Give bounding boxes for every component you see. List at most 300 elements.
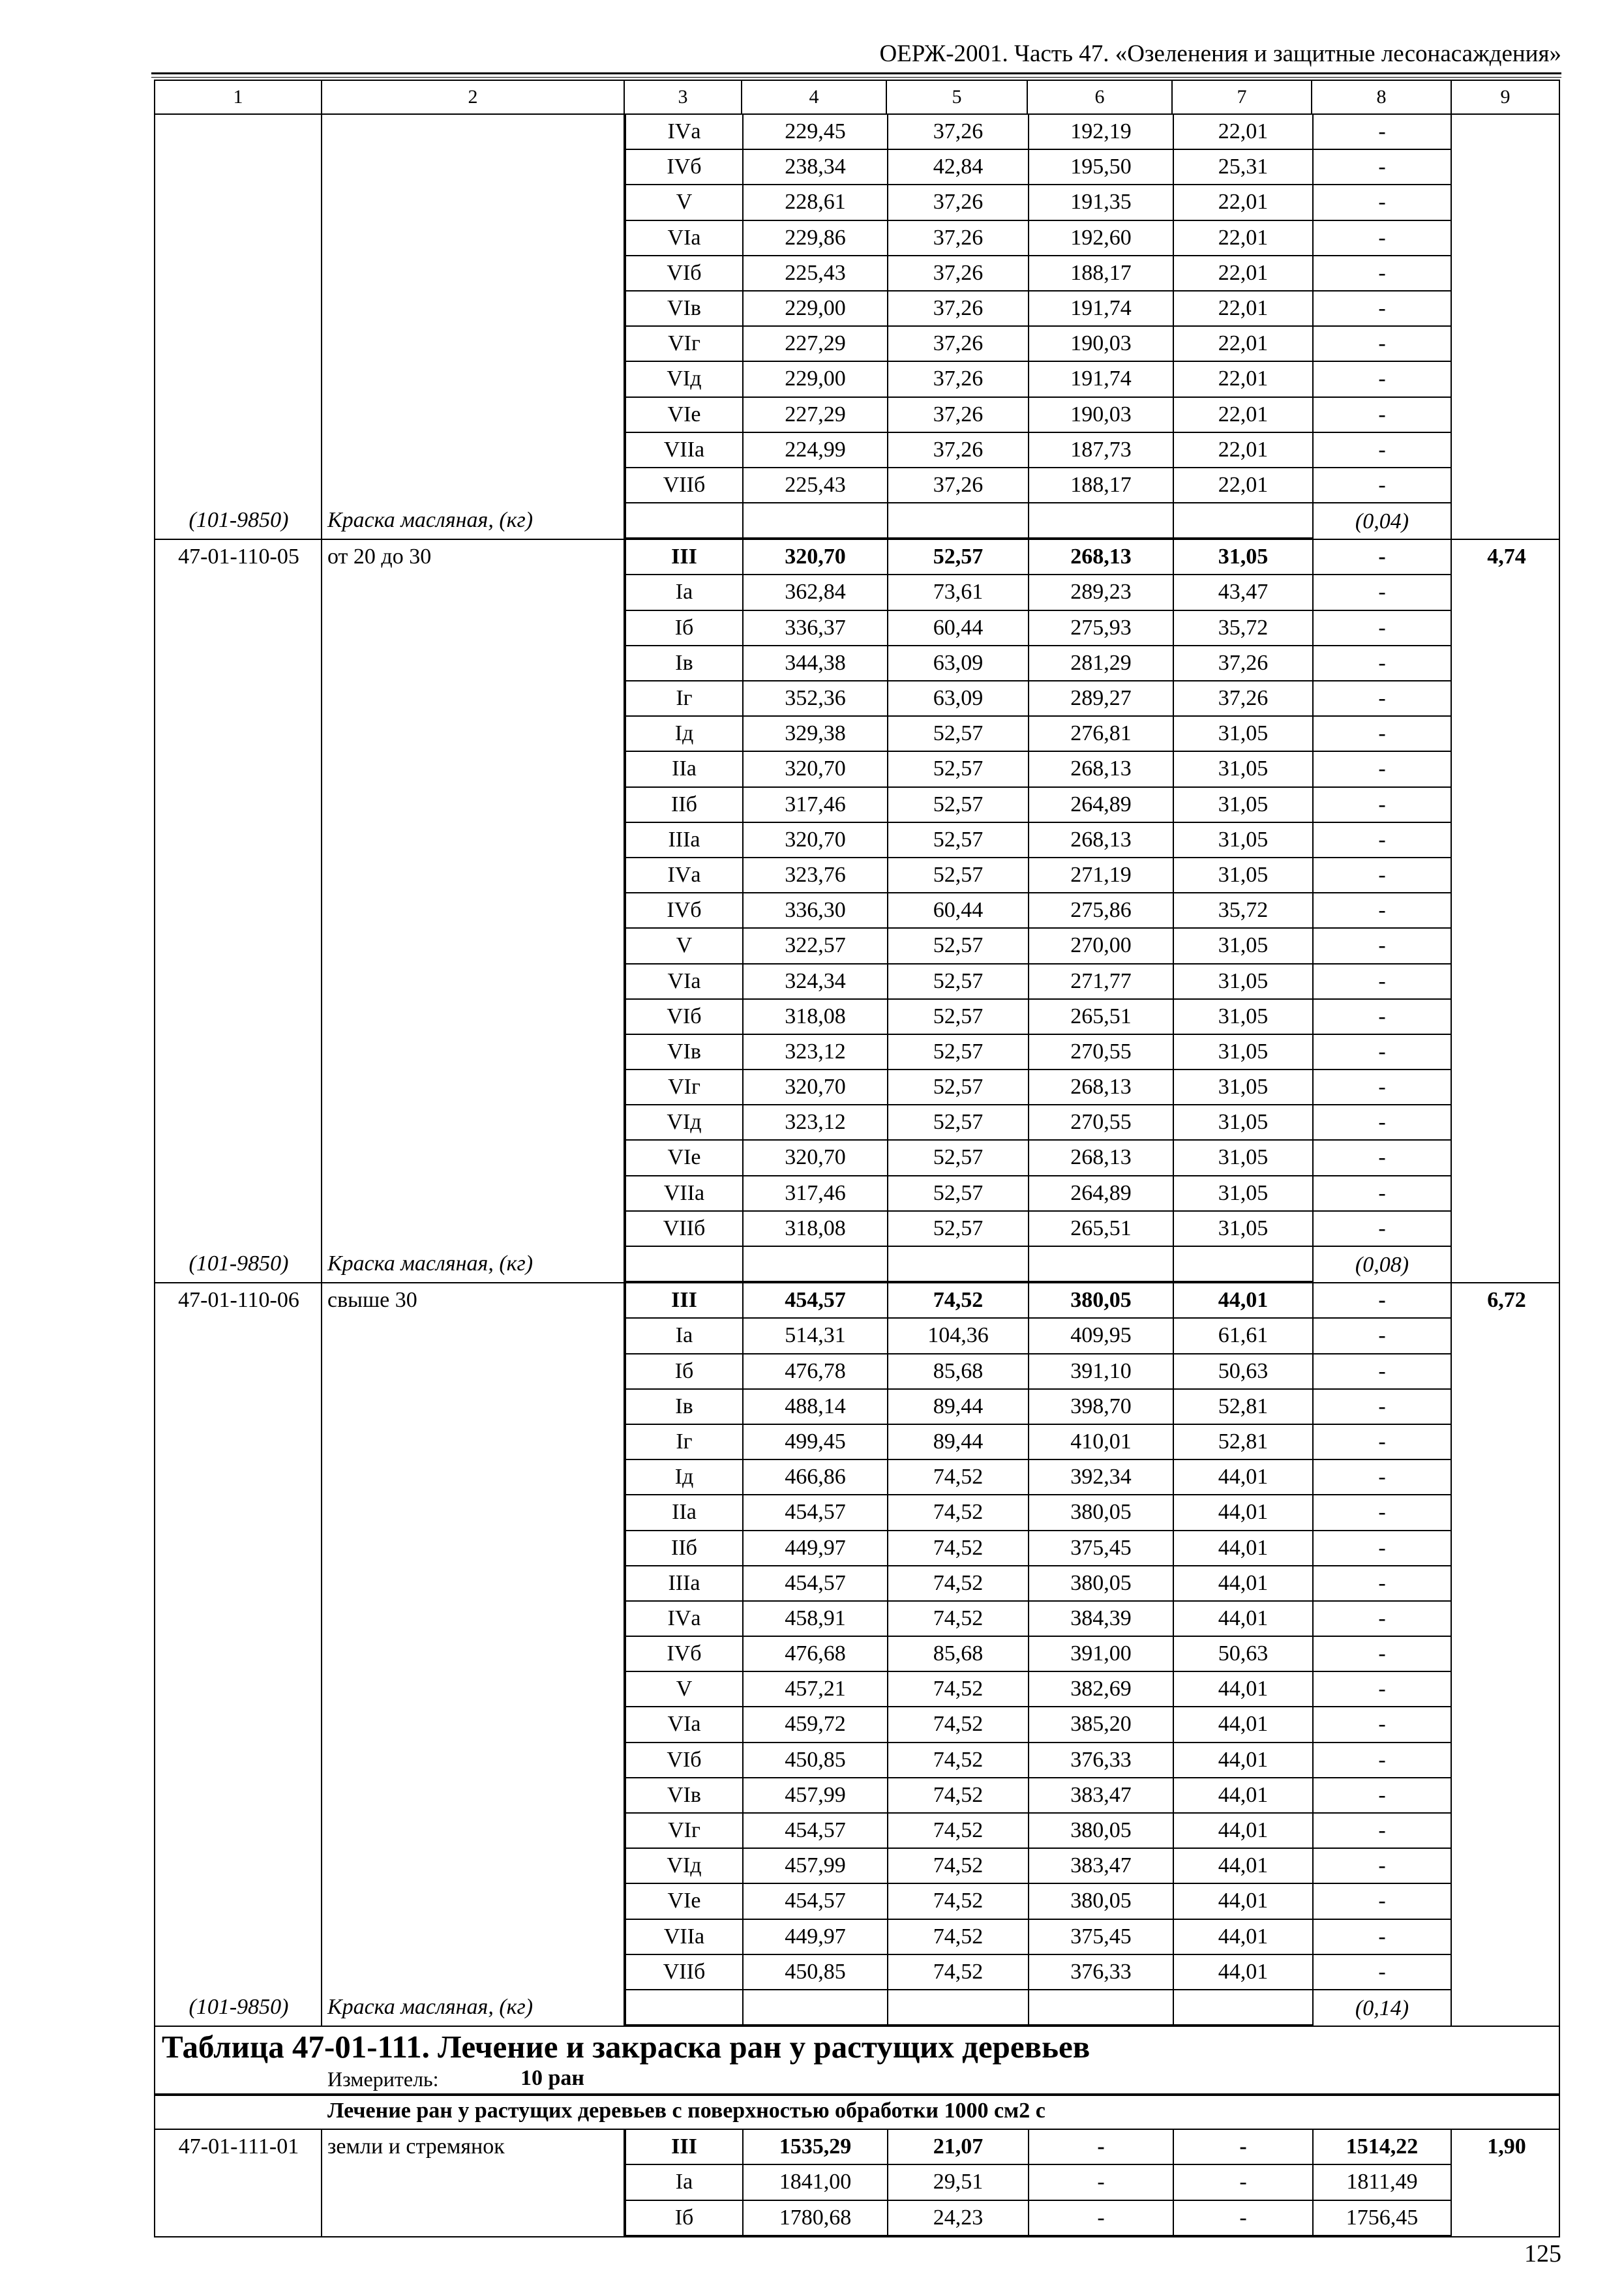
table-row <box>155 1000 1559 1035</box>
wages: 74,52 <box>887 1814 1028 1849</box>
work-description <box>322 115 625 150</box>
machinist-wages: - <box>1173 2201 1312 2236</box>
resource-quantity: (0,04) <box>1312 503 1452 539</box>
machine-cost: 391,00 <box>1028 1637 1173 1672</box>
machine-cost: 270,55 <box>1028 1105 1173 1141</box>
total-cost: 449,97 <box>742 1531 887 1566</box>
region-zone: IIа <box>625 1495 742 1531</box>
machinist-wages: 31,05 <box>1173 1000 1312 1035</box>
materials-cost: 1811,49 <box>1312 2165 1452 2200</box>
header-rule <box>151 72 1561 74</box>
region-zone: V <box>625 185 742 220</box>
region-zone: Iб <box>625 611 742 646</box>
table-row <box>155 1637 1559 1672</box>
table-row <box>155 2165 1559 2200</box>
machinist-wages: 31,05 <box>1173 717 1312 752</box>
column-number: 6 <box>1027 80 1171 115</box>
machinist-wages: 44,01 <box>1173 1955 1312 1990</box>
machinist-wages: 31,05 <box>1173 540 1312 575</box>
machine-cost: 375,45 <box>1028 1920 1173 1955</box>
materials-cost: 1756,45 <box>1312 2201 1452 2236</box>
machine-cost: 289,27 <box>1028 681 1173 717</box>
column-number: 5 <box>886 80 1027 115</box>
table-row <box>155 893 1559 929</box>
materials-cost: - <box>1312 752 1452 787</box>
machine-cost: 187,73 <box>1028 433 1173 468</box>
wages: 85,68 <box>887 1354 1028 1390</box>
machinist-wages: 31,05 <box>1173 1035 1312 1070</box>
table-row <box>155 1035 1559 1070</box>
rate-code <box>155 115 322 150</box>
table-row <box>155 256 1559 292</box>
total-cost: 450,85 <box>742 1955 887 1990</box>
resource-name: Краска масляная, (кг) <box>327 508 534 533</box>
work-description: свыше 30 <box>327 1288 417 1313</box>
table-row <box>155 1814 1559 1849</box>
wages: 74,52 <box>887 1495 1028 1531</box>
region-zone: VIб <box>625 256 742 292</box>
table-row <box>155 681 1559 717</box>
total-cost: 227,29 <box>742 327 887 362</box>
total-cost: 238,34 <box>742 150 887 185</box>
region-zone: IVб <box>625 893 742 929</box>
labor-value: 1,90 <box>1487 2134 1526 2159</box>
column-number: 9 <box>1451 80 1560 115</box>
wages: 74,52 <box>887 1672 1028 1707</box>
materials-cost: - <box>1312 1707 1452 1743</box>
empty-cell <box>1028 1990 1173 2026</box>
region-zone: VIд <box>625 1849 742 1884</box>
region-zone: IIа <box>625 752 742 787</box>
materials-cost: - <box>1312 256 1452 292</box>
region-zone: III <box>625 2130 742 2165</box>
total-cost: 227,29 <box>742 398 887 433</box>
materials-cost: - <box>1312 433 1452 468</box>
total-cost: 228,61 <box>742 185 887 220</box>
wages: 74,52 <box>887 1920 1028 1955</box>
empty-cell <box>742 1990 887 2026</box>
total-cost: 476,78 <box>742 1354 887 1390</box>
wages: 37,26 <box>887 433 1028 468</box>
table-row <box>155 1602 1559 1637</box>
page-number: 125 <box>1524 2240 1561 2267</box>
machine-cost: 383,47 <box>1028 1849 1173 1884</box>
machine-cost: - <box>1028 2130 1173 2165</box>
table-row <box>155 823 1559 858</box>
region-zone: Iг <box>625 1425 742 1460</box>
materials-cost: - <box>1312 1566 1452 1602</box>
materials-cost: - <box>1312 1212 1452 1247</box>
machinist-wages: 50,63 <box>1173 1637 1312 1672</box>
materials-cost: - <box>1312 362 1452 397</box>
wages: 74,52 <box>887 1955 1028 1990</box>
wages: 37,26 <box>887 221 1028 256</box>
region-zone: III <box>625 540 742 575</box>
table-row <box>155 1390 1559 1425</box>
machinist-wages: 44,01 <box>1173 1743 1312 1778</box>
total-cost: 488,14 <box>742 1390 887 1425</box>
measure-label: Измеритель: <box>327 2067 439 2091</box>
running-header: ОЕРЖ-2001. Часть 47. «Озеленения и защитные лесонасаждения» <box>879 40 1561 67</box>
wages: 37,26 <box>887 185 1028 220</box>
machine-cost: 190,03 <box>1028 327 1173 362</box>
wages: 52,57 <box>887 1176 1028 1212</box>
table-row <box>155 1212 1559 1247</box>
wages: 52,57 <box>887 823 1028 858</box>
table-row <box>155 362 1559 397</box>
header-rule-thin <box>151 77 1561 78</box>
total-cost: 322,57 <box>742 929 887 964</box>
machinist-wages: 31,05 <box>1173 858 1312 893</box>
total-cost: 229,00 <box>742 362 887 397</box>
materials-cost: - <box>1312 1283 1452 1319</box>
machinist-wages: 44,01 <box>1173 1849 1312 1884</box>
rate-code: 47-01-111-01 <box>178 2134 299 2159</box>
region-zone: VIв <box>625 1778 742 1814</box>
wages: 60,44 <box>887 893 1028 929</box>
machinist-wages: 22,01 <box>1173 292 1312 327</box>
table-row <box>155 1849 1559 1884</box>
machine-cost: 380,05 <box>1028 1495 1173 1531</box>
machine-cost: 409,95 <box>1028 1319 1173 1354</box>
region-zone: VIг <box>625 327 742 362</box>
total-cost: 454,57 <box>742 1884 887 1919</box>
wages: 74,52 <box>887 1602 1028 1637</box>
machine-cost: 384,39 <box>1028 1602 1173 1637</box>
machinist-wages: 22,01 <box>1173 185 1312 220</box>
machine-cost: 265,51 <box>1028 1000 1173 1035</box>
total-cost: 450,85 <box>742 1743 887 1778</box>
machine-cost: 380,05 <box>1028 1814 1173 1849</box>
machine-cost: 383,47 <box>1028 1778 1173 1814</box>
total-cost: 320,70 <box>742 752 887 787</box>
machinist-wages: 44,01 <box>1173 1672 1312 1707</box>
column-number: 7 <box>1171 80 1311 115</box>
machinist-wages: 44,01 <box>1173 1283 1312 1319</box>
materials-cost: - <box>1312 1000 1452 1035</box>
machinist-wages: 50,63 <box>1173 1354 1312 1390</box>
table-row <box>155 185 1559 220</box>
labor-value: 6,72 <box>1487 1288 1526 1313</box>
resource-quantity: (0,08) <box>1312 1247 1452 1282</box>
region-zone: IVб <box>625 1637 742 1672</box>
table-row <box>155 1920 1559 1955</box>
region-zone: IVа <box>625 858 742 893</box>
table-body <box>154 115 1560 2027</box>
machine-cost: 191,74 <box>1028 362 1173 397</box>
table-row <box>155 1743 1559 1778</box>
column-number: 1 <box>154 80 321 115</box>
region-zone: VIд <box>625 362 742 397</box>
rate-code: 47-01-110-06 <box>178 1288 299 1313</box>
total-cost: 318,08 <box>742 1000 887 1035</box>
materials-cost: - <box>1312 1814 1452 1849</box>
total-cost: 457,99 <box>742 1849 887 1884</box>
machinist-wages: 31,05 <box>1173 1141 1312 1176</box>
total-cost: 323,12 <box>742 1035 887 1070</box>
empty-cell <box>887 1990 1028 2026</box>
table-row <box>155 1460 1559 1495</box>
total-cost: 1780,68 <box>742 2201 887 2236</box>
total-cost: 225,43 <box>742 468 887 503</box>
table-row <box>155 398 1559 433</box>
region-zone: VIIа <box>625 1176 742 1212</box>
machinist-wages: 31,05 <box>1173 1212 1312 1247</box>
machine-cost: 192,60 <box>1028 221 1173 256</box>
wages: 74,52 <box>887 1778 1028 1814</box>
materials-cost: - <box>1312 1105 1452 1141</box>
wages: 63,09 <box>887 646 1028 681</box>
table-111-body <box>154 2130 1560 2237</box>
wages: 89,44 <box>887 1425 1028 1460</box>
machine-cost: 265,51 <box>1028 1212 1173 1247</box>
wages: 37,26 <box>887 398 1028 433</box>
empty-cell <box>1173 1990 1312 2026</box>
region-zone: V <box>625 1672 742 1707</box>
table-row <box>155 2201 1559 2236</box>
materials-cost: - <box>1312 1176 1452 1212</box>
wages: 52,57 <box>887 717 1028 752</box>
wages: 73,61 <box>887 575 1028 610</box>
wages: 74,52 <box>887 1283 1028 1319</box>
materials-cost: - <box>1312 115 1452 150</box>
table-row <box>155 468 1559 503</box>
total-cost: 320,70 <box>742 1070 887 1105</box>
region-zone: VIа <box>625 1707 742 1743</box>
total-cost: 457,21 <box>742 1672 887 1707</box>
table-row <box>155 292 1559 327</box>
machinist-wages: 35,72 <box>1173 611 1312 646</box>
wages: 37,26 <box>887 256 1028 292</box>
rate-group <box>154 540 1560 1283</box>
region-zone: III <box>625 1283 742 1319</box>
table-row <box>155 1531 1559 1566</box>
region-zone: VIа <box>625 221 742 256</box>
wages: 52,57 <box>887 1035 1028 1070</box>
region-zone: VIб <box>625 1743 742 1778</box>
empty-cell <box>625 1247 742 1282</box>
total-cost: 352,36 <box>742 681 887 717</box>
materials-cost: - <box>1312 611 1452 646</box>
wages: 42,84 <box>887 150 1028 185</box>
wages: 21,07 <box>887 2130 1028 2165</box>
machinist-wages: 31,05 <box>1173 1070 1312 1105</box>
materials-cost: - <box>1312 1778 1452 1814</box>
empty-cell <box>887 1247 1028 1282</box>
table-row <box>155 1283 1559 1319</box>
table-row <box>155 1955 1559 1990</box>
machinist-wages: 31,05 <box>1173 788 1312 823</box>
table-row <box>155 1884 1559 1919</box>
machinist-wages: 44,01 <box>1173 1884 1312 1919</box>
machine-cost: 270,55 <box>1028 1035 1173 1070</box>
total-cost: 458,91 <box>742 1602 887 1637</box>
region-zone: IVа <box>625 115 742 150</box>
machinist-wages: 31,05 <box>1173 752 1312 787</box>
machinist-wages: 44,01 <box>1173 1778 1312 1814</box>
table-row <box>155 1495 1559 1531</box>
materials-cost: - <box>1312 717 1452 752</box>
total-cost: 323,12 <box>742 1105 887 1141</box>
machinist-wages: 44,01 <box>1173 1531 1312 1566</box>
materials-cost: - <box>1312 1141 1452 1176</box>
table-row <box>155 575 1559 610</box>
labor-value: 4,74 <box>1487 545 1526 569</box>
wages: 37,26 <box>887 362 1028 397</box>
wages: 52,57 <box>887 788 1028 823</box>
machine-cost: 271,19 <box>1028 858 1173 893</box>
materials-cost: - <box>1312 1354 1452 1390</box>
table-row <box>155 540 1559 575</box>
table-row <box>155 221 1559 256</box>
region-zone: V <box>625 929 742 964</box>
materials-cost: - <box>1312 1602 1452 1637</box>
machine-cost: 376,33 <box>1028 1955 1173 1990</box>
machinist-wages: 22,01 <box>1173 433 1312 468</box>
rate-group <box>154 115 1560 540</box>
machinist-wages: 61,61 <box>1173 1319 1312 1354</box>
column-number: 2 <box>321 80 624 115</box>
resource-code: (101-9850) <box>188 508 289 533</box>
total-cost: 229,00 <box>742 292 887 327</box>
labor-value <box>1452 115 1561 150</box>
empty-cell <box>1028 1247 1173 1282</box>
empty-cell <box>742 1247 887 1282</box>
empty-cell <box>625 503 742 539</box>
materials-cost: - <box>1312 327 1452 362</box>
region-zone: Iв <box>625 1390 742 1425</box>
materials-cost: - <box>1312 1460 1452 1495</box>
region-zone: VIд <box>625 1105 742 1141</box>
wages: 74,52 <box>887 1743 1028 1778</box>
machine-cost: 275,93 <box>1028 611 1173 646</box>
materials-cost: - <box>1312 292 1452 327</box>
machinist-wages: 37,26 <box>1173 681 1312 717</box>
rate-code: 47-01-110-05 <box>178 545 299 569</box>
region-zone: VIIа <box>625 433 742 468</box>
materials-cost: - <box>1312 1035 1452 1070</box>
machine-cost: 195,50 <box>1028 150 1173 185</box>
total-cost: 459,72 <box>742 1707 887 1743</box>
machinist-wages: 22,01 <box>1173 256 1312 292</box>
wages: 52,57 <box>887 752 1028 787</box>
machine-cost: 268,13 <box>1028 1070 1173 1105</box>
table-row <box>155 1319 1559 1354</box>
region-zone: Iд <box>625 717 742 752</box>
total-cost: 362,84 <box>742 575 887 610</box>
wages: 52,57 <box>887 540 1028 575</box>
work-description: земли и стремянок <box>327 2134 505 2159</box>
machine-cost: 375,45 <box>1028 1531 1173 1566</box>
materials-cost: - <box>1312 398 1452 433</box>
column-number: 4 <box>741 80 886 115</box>
table-row <box>155 433 1559 468</box>
machine-cost: 410,01 <box>1028 1425 1173 1460</box>
wages: 52,57 <box>887 1141 1028 1176</box>
total-cost: 454,57 <box>742 1814 887 1849</box>
materials-cost: - <box>1312 1955 1452 1990</box>
wages: 74,52 <box>887 1566 1028 1602</box>
total-cost: 454,57 <box>742 1495 887 1531</box>
wages: 37,26 <box>887 115 1028 150</box>
materials-cost: - <box>1312 965 1452 1000</box>
total-cost: 449,97 <box>742 1920 887 1955</box>
empty-cell <box>1173 1247 1312 1282</box>
table-row <box>155 1425 1559 1460</box>
machine-cost: 382,69 <box>1028 1672 1173 1707</box>
region-zone: IIб <box>625 1531 742 1566</box>
resource-quantity: (0,14) <box>1312 1990 1452 2026</box>
empty-cell <box>1028 503 1173 539</box>
region-zone: VIа <box>625 965 742 1000</box>
wages: 52,57 <box>887 1105 1028 1141</box>
table-row <box>155 717 1559 752</box>
total-cost: 466,86 <box>742 1460 887 1495</box>
materials-cost: - <box>1312 858 1452 893</box>
total-cost: 329,38 <box>742 717 887 752</box>
table-row <box>155 1707 1559 1743</box>
region-zone: IIIа <box>625 823 742 858</box>
materials-cost: - <box>1312 681 1452 717</box>
materials-cost: - <box>1312 788 1452 823</box>
wages: 74,52 <box>887 1531 1028 1566</box>
machinist-wages: 44,01 <box>1173 1602 1312 1637</box>
wages: 37,26 <box>887 468 1028 503</box>
machine-cost: 190,03 <box>1028 398 1173 433</box>
machinist-wages: 44,01 <box>1173 1566 1312 1602</box>
rates-table <box>154 80 1560 2237</box>
machinist-wages: 44,01 <box>1173 1707 1312 1743</box>
machine-cost: 391,10 <box>1028 1354 1173 1390</box>
total-cost: 476,68 <box>742 1637 887 1672</box>
work-description: от 20 до 30 <box>327 545 432 569</box>
wages: 89,44 <box>887 1390 1028 1425</box>
wages: 52,57 <box>887 1212 1028 1247</box>
table-row <box>155 1566 1559 1602</box>
region-zone: VIг <box>625 1814 742 1849</box>
materials-cost: - <box>1312 221 1452 256</box>
region-zone: Iд <box>625 1460 742 1495</box>
empty-cell <box>1173 503 1312 539</box>
wages: 37,26 <box>887 327 1028 362</box>
machinist-wages: 22,01 <box>1173 221 1312 256</box>
total-cost: 317,46 <box>742 1176 887 1212</box>
table-row <box>155 1176 1559 1212</box>
materials-cost: - <box>1312 1425 1452 1460</box>
table-row <box>155 646 1559 681</box>
machinist-wages: 25,31 <box>1173 150 1312 185</box>
machinist-wages: 31,05 <box>1173 965 1312 1000</box>
region-zone: VIIб <box>625 1955 742 1990</box>
machine-cost: 276,81 <box>1028 717 1173 752</box>
wages: 74,52 <box>887 1460 1028 1495</box>
wages: 37,26 <box>887 292 1028 327</box>
total-cost: 229,45 <box>742 115 887 150</box>
region-zone: Iа <box>625 575 742 610</box>
machinist-wages: 44,01 <box>1173 1920 1312 1955</box>
wages: 52,57 <box>887 965 1028 1000</box>
materials-cost: - <box>1312 1849 1452 1884</box>
region-zone: Iб <box>625 2201 742 2236</box>
region-zone: VIе <box>625 1884 742 1919</box>
materials-cost: - <box>1312 1319 1452 1354</box>
empty-cell <box>887 503 1028 539</box>
total-cost: 514,31 <box>742 1319 887 1354</box>
total-cost: 336,37 <box>742 611 887 646</box>
machine-cost: - <box>1028 2165 1173 2200</box>
table-row <box>155 115 1559 150</box>
table-row <box>155 1141 1559 1176</box>
